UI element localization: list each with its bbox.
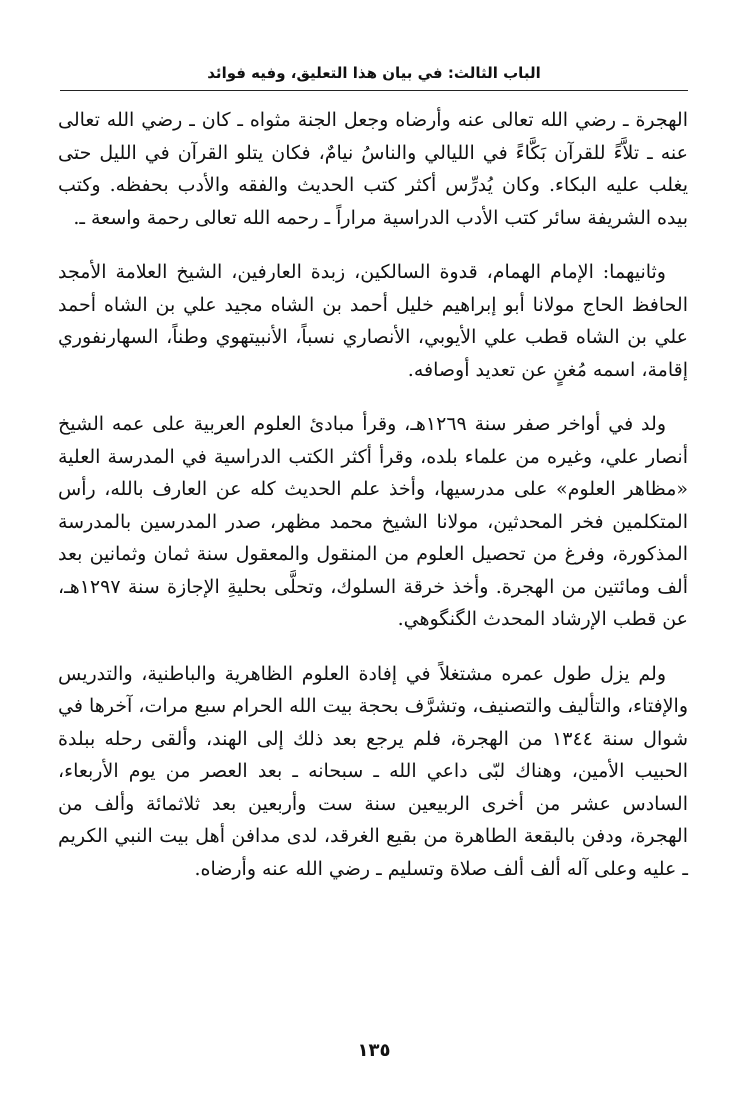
paragraph-4: ولم يزل طول عمره مشتغلاً في إفادة العلوم الظاهرية والباطنية، والتدريس والإفتاء، والتأليف والتصنيف، وتشرَّف بحجة بيت الله الحرام سبع مرات، آخرها في شوال سنة ١٣٤٤ من الهجرة، فلم يرجع بعد ذلك إلى الهند، وألقى رحله ببلدة الحبيب الأمين، وهناك لبّى داعي الله ـ سبحانه ـ بعد العصر من يوم الأربعاء، السادس عشر من أخرى الربيعين سنة ست وأربعين بعد ثلاثمائة وألف من الهجرة، ودفن بالبقعة الطاهرة من بقيع الغرقد، لدى مدافن أهل بيت النبي الكريم ـ عليه وعلى آله ألف ألف صلاة وتسليم ـ رضي الله عنه وأرضاه. [58, 662, 689, 880]
page-number: ١٣٥ [357, 1040, 391, 1061]
paragraph-3: ولد في أواخر صفر سنة ١٢٦٩هـ، وقرأ مبادئ العلوم العربية على عمه الشيخ أنصار علي، وغيره من علماء بلده، وقرأ أكثر الكتب الدراسية في المدرسة العلية «مظاهر العلوم» على مدرسيها، وأخذ علم الحديث كله عن العارف بالله، رأس المتكلمين فخر المحدثين، مولانا الشيخ محمد مظهر، صدر المدرسين بالمدرسة المذكورة، وفرغ من تحصيل العلوم من المنقول والمعقول سنة ثمان وثمانين بعد ألف ومائتين من الهجرة. وأخذ خرقة السلوك، وتحلَّى بحليةِ الإجازة سنة ١٢٩٧هـ، عن قطب الإرشاد المحدث الگنگوهي. [58, 413, 688, 630]
body-text [58, 104, 688, 907]
paragraph-2: وثانيهما: الإمام الهمام، قدوة السالكين، زبدة العارفين، الشيخ العلامة الأمجد الحافظ الحاج مولانا أبو إبراهيم خليل أحمد بن الشاه مجيد علي بن الشاه أحمد علي بن الشاه قطب علي الأيوبي، الأنصاري نسباً، الأنبيتهوي وطناً، السهارنفوري إقامة، اسمه مُغنٍ عن تعديد أوصافه. [58, 261, 688, 381]
running-header: الباب الثالث: في بيان هذا التعليق، وفيه فوائد [60, 62, 688, 91]
paragraph-1: الهجرة ـ رضي الله تعالى عنه وأرضاه وجعل الجنة مثواه ـ كان ـ رضي الله تعالى عنه ـ تلاَّءً للقرآن بَكَّاءً في الليالي والناسُ نيامٌ، فكان يتلو القرآن في الليل حتى يغلب عليه البكاء. وكان يُدرِّس أكثر كتب الحديث والفقه والأدب بحفظه. وكتب بيده الشريفة سائر كتب الأدب الدراسية مراراً ـ رحمه الله تعالى رحمة واسعة ـ. [58, 109, 688, 229]
